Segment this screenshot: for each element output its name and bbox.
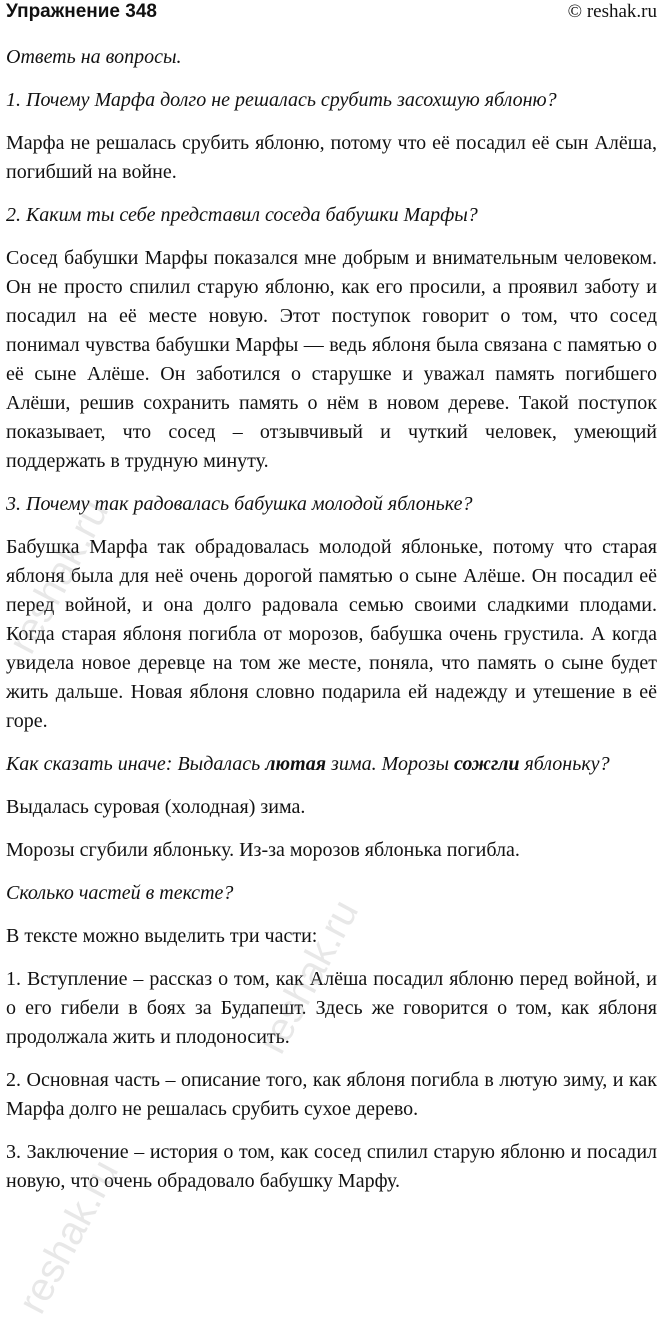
watermark-1: reshak.ru [0,492,118,661]
document-page [6,0,657,1196]
rephrase-question-part-1: Как сказать иначе: Выдалась [6,753,266,775]
rephrase-question-part-2: зима. Морозы [326,753,455,775]
rephrase-answer-2: Морозы сгубили яблоньку. Из-за морозов яблонька погибла. [6,839,520,861]
rephrase-answer-1: Выдалась суровая (холодная) зима. [6,796,306,818]
parts-item-3: 3. Заключение – история о том, как сосед спилил старую яблоню и посадил новую, что очень обрадовало бабушку Марфу. [6,1141,657,1192]
page-header [6,0,657,26]
parts-question: Сколько частей в тексте? [6,882,234,904]
site-credit: © reshak.ru [567,1,657,22]
question-1: 1. Почему Марфа долго не решалась срубить засохшую яблоню? [6,89,557,111]
rephrase-question [6,750,657,779]
question-3: 3. Почему так радовалась бабушка молодой яблоньке? [6,493,473,515]
watermark-2: reshak.ru [10,1152,128,1321]
answer-1: Марфа не решалась срубить яблоню, потому что её посадил её сын Алёша, погибший на войне. [6,132,657,183]
rephrase-bold-word-2: сожгли [454,753,520,775]
parts-item-1: 1. Вступление – рассказ о том, как Алёша посадил яблоню перед войной, и о его гибели в боях за Будапешт. Здесь же говорится о том, как яблоня продолжала жить и плодоносить. [6,968,657,1048]
answer-3: Бабушка Марфа так обрадовалась молодой яблоньке, потому что старая яблоня была для неё очень дорогой памятью о сыне Алёше. Он посадил её перед войной, и она долго радовала семью своими сладкими плодами. Когда старая яблоня погибла от морозов, бабушка очень грустила. А когда увидела новое деревце на том же месте, поняла, что память о сыне будет жить дальше. Новая яблоня словно подарила ей надежду и утешение в её горе. [6,536,657,732]
rephrase-question-part-3: яблоньку? [519,753,610,775]
question-2: 2. Каким ты себе представил соседа бабушки Марфы? [6,204,478,226]
answer-2: Сосед бабушки Марфы показался мне добрым и внимательным человеком. Он не просто спилил старую яблоню, как его просили, а проявил заботу и посадил на её месте новую. Этот поступок говорит о том, что сосед понимал чувства бабушки Марфы — ведь яблоня была связана с памятью о её сыне Алёше. Он заботился о старушке и уважал память погибшего Алёши, решив сохранить память о нём в новом дереве. Такой поступок показывает, что сосед – отзывчивый и чуткий человек, умеющий поддержать в трудную минуту. [6,247,657,472]
rephrase-bold-word-1: лютая [265,753,327,775]
watermark-3: reshak.ru [250,892,368,1061]
exercise-title: Упражнение 348 [6,1,157,22]
parts-intro: В тексте можно выделить три части: [6,925,318,947]
parts-item-2: 2. Основная часть – описание того, как яблоня погибла в лютую зиму, и как Марфа долго не решалась срубить сухое дерево. [6,1069,657,1120]
instruction-text: Ответь на вопросы. [6,46,182,68]
